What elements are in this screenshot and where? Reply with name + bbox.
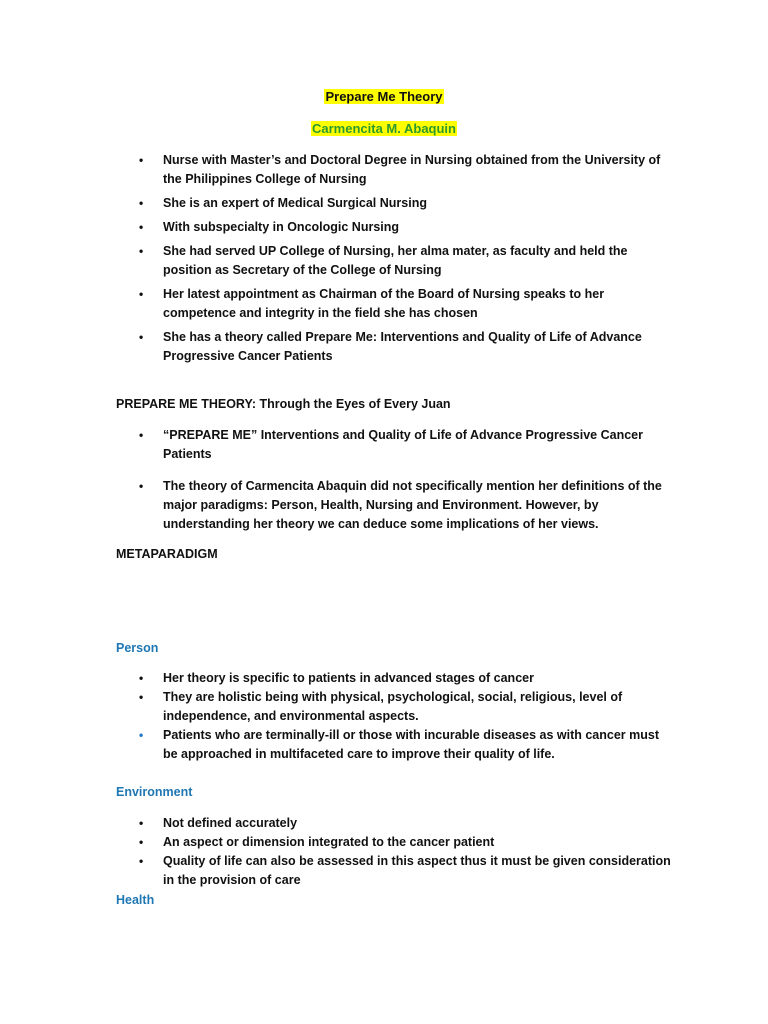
bullet-icon: • <box>139 330 144 344</box>
list-item-text: Patients who are terminally-ill or those with incurable diseases as with cancer must be approached in multifaceted care to improve their quality of life. <box>163 728 659 761</box>
bullet-icon: • <box>139 244 144 258</box>
list-item-text: Not defined accurately <box>163 816 298 830</box>
list-item <box>115 194 675 213</box>
list-item <box>115 426 675 464</box>
list-item <box>115 669 675 688</box>
document-title-text: Prepare Me Theory <box>325 89 443 104</box>
list-item-text: She has a theory called Prepare Me: Interventions and Quality of Life of Advance Progressive Cancer Patients <box>163 330 642 363</box>
list-item-text: With subspecialty in Oncologic Nursing <box>163 220 400 234</box>
list-item <box>115 688 675 726</box>
list-item <box>115 285 675 323</box>
list-item-text: An aspect or dimension integrated to the cancer patient <box>163 835 495 849</box>
list-item-text: The theory of Carmencita Abaquin did not specifically mention her definitions of the major paradigms: Person, Health, Nursing and Environment. However, by understanding her theory we can deduce some implications of her views. <box>163 479 662 531</box>
bullet-icon: • <box>139 220 144 234</box>
theory-bullet-list <box>115 426 675 534</box>
bullet-icon: • <box>139 854 144 868</box>
bullet-icon: • <box>139 728 144 742</box>
list-item-text: Nurse with Master’s and Doctoral Degree in Nursing obtained from the University of the Philippines College of Nursing <box>163 153 661 186</box>
list-item <box>115 852 675 890</box>
bullet-icon: • <box>139 835 144 849</box>
health-heading: Health <box>116 893 155 907</box>
bullet-icon: • <box>139 196 144 210</box>
list-item-text: She is an expert of Medical Surgical Nursing <box>163 196 427 210</box>
document-title <box>0 88 768 106</box>
person-bullet-list <box>115 669 675 764</box>
list-item-text: They are holistic being with physical, psychological, social, religious, level of independence, and environmental aspects. <box>163 690 623 723</box>
bullet-icon: • <box>139 287 144 301</box>
list-item <box>115 833 675 852</box>
environment-heading: Environment <box>116 785 193 799</box>
list-item-text: “PREPARE ME” Interventions and Quality of Life of Advance Progressive Cancer Patients <box>163 428 643 461</box>
list-item-text: Quality of life can also be assessed in this aspect thus it must be given consideration in the provision of care <box>163 854 671 887</box>
bullet-icon: • <box>139 816 144 830</box>
list-item <box>115 477 675 534</box>
environment-bullet-list <box>115 814 675 890</box>
bullet-icon: • <box>139 428 144 442</box>
list-item <box>115 242 675 280</box>
document-author <box>0 120 768 138</box>
bullet-icon: • <box>139 479 144 493</box>
person-heading: Person <box>116 641 159 655</box>
intro-bullet-list <box>115 151 675 366</box>
theory-heading: PREPARE ME THEORY: Through the Eyes of Every Juan <box>116 397 451 411</box>
list-item-text: She had served UP College of Nursing, her alma mater, as faculty and held the position as Secretary of the College of Nursing <box>163 244 628 277</box>
list-item-text: Her theory is specific to patients in advanced stages of cancer <box>163 671 534 685</box>
list-item-text: Her latest appointment as Chairman of the Board of Nursing speaks to her competence and integrity in the field she has chosen <box>163 287 605 320</box>
bullet-icon: • <box>139 690 144 704</box>
bullet-icon: • <box>139 671 144 685</box>
list-item <box>115 328 675 366</box>
document-author-text: Carmencita M. Abaquin <box>312 121 456 136</box>
list-item <box>115 726 675 764</box>
metaparadigm-heading: METAPARADIGM <box>116 547 218 561</box>
list-item <box>115 151 675 189</box>
list-item <box>115 814 675 833</box>
list-item <box>115 218 675 237</box>
bullet-icon: • <box>139 153 144 167</box>
